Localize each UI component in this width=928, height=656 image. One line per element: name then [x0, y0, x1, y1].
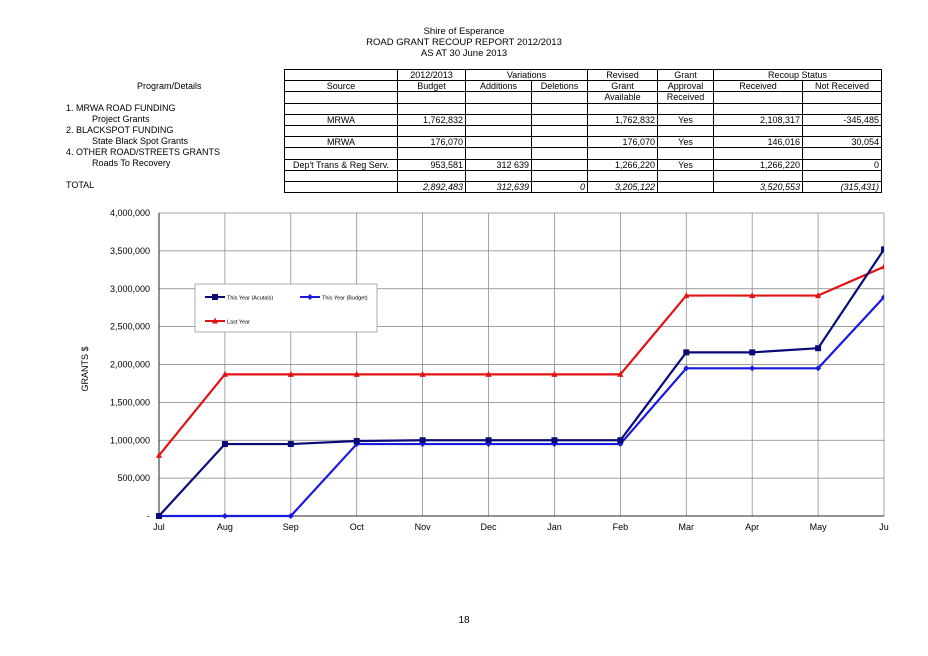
section-2-title: 2. BLACKSPOT FUNDING	[66, 125, 174, 135]
header-cell	[285, 70, 398, 81]
data-point	[551, 437, 557, 443]
y-tick-label: 500,000	[117, 473, 150, 484]
table-header-row-2	[285, 81, 882, 92]
cell-approval: Yes	[658, 159, 714, 170]
x-tick-label: Ju	[879, 522, 889, 532]
cell-budget: 953,581	[398, 159, 466, 170]
y-axis-label: GRANTS $	[80, 346, 90, 392]
cell-source: Dep't Trans & Reg Serv.	[285, 159, 398, 170]
header-available: Available	[588, 92, 658, 103]
header-budget: Budget	[398, 81, 466, 92]
cell-revised: 176,070	[588, 137, 658, 148]
header-budget-year: 2012/2013	[398, 70, 466, 81]
total-received: 3,520,553	[714, 181, 803, 192]
header-approval-received: Received	[658, 92, 714, 103]
legend-label: Last Year	[227, 319, 250, 326]
header-not-received: Not Received	[803, 81, 882, 92]
x-tick-label: Aug	[216, 522, 233, 532]
chart-legend	[195, 284, 377, 332]
total-revised: 3,205,122	[588, 181, 658, 192]
header-cell	[532, 92, 588, 103]
cell-budget: 1,762,832	[398, 114, 466, 125]
header-deletions: Deletions	[532, 81, 588, 92]
cell-not-received: 0	[803, 159, 882, 170]
data-point	[683, 349, 689, 355]
data-point	[486, 437, 492, 443]
program-details-label: Program/Details	[137, 81, 202, 91]
header-received: Received	[714, 81, 803, 92]
cell-deletions	[532, 159, 588, 170]
x-tick-label: Mar	[678, 522, 695, 532]
header-approval: Approval	[658, 81, 714, 92]
table-row-spacer	[285, 170, 882, 181]
cell-additions	[466, 114, 532, 125]
x-tick-label: Nov	[414, 522, 431, 532]
data-point	[749, 365, 755, 371]
header-source: Source	[285, 81, 398, 92]
header-cell	[398, 92, 466, 103]
data-point	[354, 438, 360, 444]
table-header-row-3	[285, 92, 882, 103]
header-variations: Variations	[466, 70, 588, 81]
header-grant-2: Grant	[588, 81, 658, 92]
y-tick-label: 2,500,000	[109, 321, 150, 332]
x-tick-label: Jan	[547, 522, 562, 532]
header-revised: Revised	[588, 70, 658, 81]
cell-deletions	[532, 114, 588, 125]
x-tick-label: Jul	[153, 522, 165, 532]
grants-line-chart	[0, 200, 928, 540]
table-row-total	[285, 181, 882, 192]
x-tick-label: Apr	[745, 522, 760, 532]
header-recoup-status: Recoup Status	[714, 70, 882, 81]
cell-received: 146,016	[714, 137, 803, 148]
x-tick-label: Sep	[282, 522, 299, 532]
y-tick-label: 3,500,000	[109, 245, 150, 256]
cell-not-received: -345,485	[803, 114, 882, 125]
table-row-section-2	[285, 125, 882, 136]
data-point	[222, 441, 228, 447]
cell-revised: 1,762,832	[588, 114, 658, 125]
header-cell	[285, 92, 398, 103]
x-tick-label: May	[809, 522, 827, 532]
table-row	[285, 159, 882, 170]
report-title: ROAD GRANT RECOUP REPORT 2012/2013	[366, 37, 562, 48]
section-2-item: State Black Spot Grants	[92, 136, 189, 146]
cell-deletions	[532, 137, 588, 148]
total-budget: 2,892,483	[398, 181, 466, 192]
cell-source: MRWA	[285, 114, 398, 125]
y-tick-label: 4,000,000	[109, 208, 150, 218]
table-row-section-3	[285, 148, 882, 159]
header-cell	[466, 92, 532, 103]
header-additions: Additions	[466, 81, 532, 92]
y-tick-label: 2,000,000	[109, 359, 150, 370]
cell-source: MRWA	[285, 137, 398, 148]
cell-approval: Yes	[658, 114, 714, 125]
table-header-row-1	[285, 70, 882, 81]
data-point	[222, 513, 228, 519]
data-point	[881, 246, 887, 252]
data-point	[288, 441, 294, 447]
cell-not-received: 30,054	[803, 137, 882, 148]
y-tick-label: 3,000,000	[109, 283, 150, 294]
y-tick-label: 1,000,000	[109, 435, 150, 446]
cell-approval: Yes	[658, 137, 714, 148]
total-additions: 312,639	[466, 181, 532, 192]
cell-additions: 312 639	[466, 159, 532, 170]
cell-revised: 1,266,220	[588, 159, 658, 170]
legend-label: This Year (Budget)	[322, 295, 368, 302]
total-deletions: 0	[532, 181, 588, 192]
total-not-received: (315,431)	[803, 181, 882, 192]
x-tick-label: Dec	[480, 522, 497, 532]
header-cell	[803, 92, 882, 103]
total-label: TOTAL	[66, 180, 95, 190]
data-point	[749, 349, 755, 355]
section-3-item: Roads To Recovery	[92, 158, 171, 168]
report-date: AS AT 30 June 2013	[420, 48, 508, 59]
cell-received: 1,266,220	[714, 159, 803, 170]
chart-axes	[110, 208, 889, 532]
header-cell	[714, 92, 803, 103]
cell-additions	[466, 137, 532, 148]
data-point	[881, 263, 887, 269]
page-number: 18	[458, 615, 470, 626]
section-1-title: 1. MRWA ROAD FUNDING	[66, 103, 176, 113]
x-tick-label: Oct	[349, 522, 364, 532]
table-row	[285, 137, 882, 148]
section-3-title: 4. OTHER ROAD/STREETS GRANTS	[66, 147, 221, 157]
data-point	[617, 437, 623, 443]
section-1-item: Project Grants	[92, 114, 150, 124]
x-tick-label: Feb	[612, 522, 629, 532]
legend-label: This Year (Acutals)	[227, 295, 274, 302]
grant-recoup-table	[284, 69, 882, 193]
legend-marker	[212, 294, 218, 300]
chart-gridlines	[159, 213, 884, 516]
data-point	[420, 437, 426, 443]
data-point	[815, 345, 821, 351]
report-org-title: Shire of Esperance	[423, 26, 505, 37]
table-row-section-1	[285, 103, 882, 114]
data-point	[156, 513, 162, 519]
table-row	[285, 114, 882, 125]
y-tick-label: 1,500,000	[109, 397, 150, 408]
header-grant: Grant	[658, 70, 714, 81]
y-tick-label: -	[147, 511, 150, 521]
cell-budget: 176,070	[398, 137, 466, 148]
cell-received: 2,108,317	[714, 114, 803, 125]
